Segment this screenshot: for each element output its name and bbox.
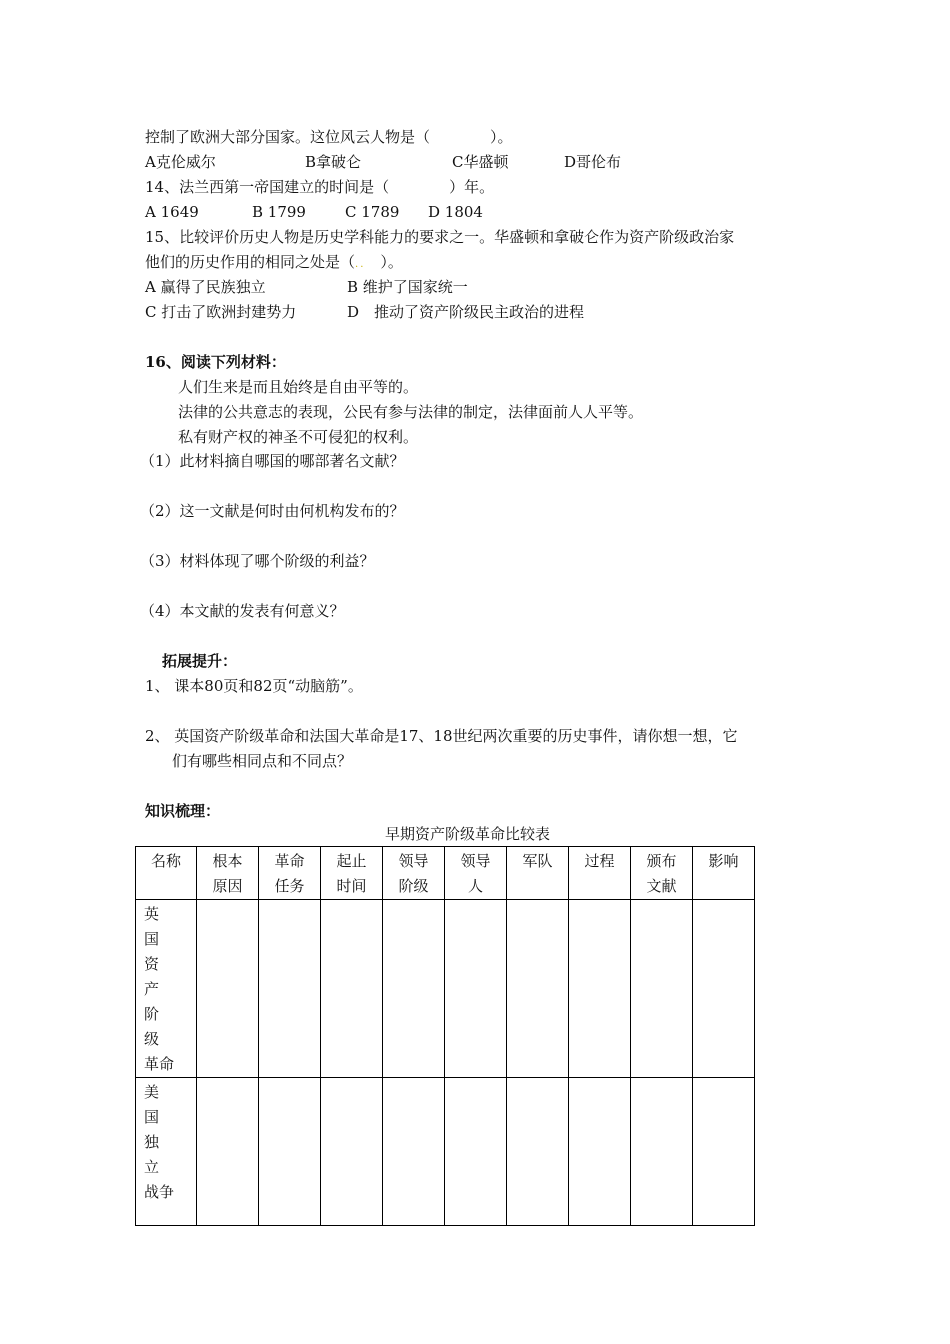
table-cell[interactable] xyxy=(631,900,693,1078)
q15-stem-line2 xyxy=(145,252,403,275)
extension-item-1: 1、 课本80页和82页“动脑筋”。 xyxy=(145,677,363,695)
q14-option-b: B 1799 xyxy=(252,203,306,221)
table-cell[interactable] xyxy=(445,1078,507,1226)
row-name-english-revolution: 英国 资产 阶级 革命 xyxy=(136,900,197,1078)
table-cell[interactable] xyxy=(383,1078,445,1226)
q16-question-1: （1）此材料摘自哪国的哪部著名文献？ xyxy=(140,452,405,470)
q16-material-2: 法律的公共意志的表现，公民有参与法律的制定，法律面前人人平等。 xyxy=(178,403,644,421)
table-cell[interactable] xyxy=(693,1078,755,1226)
q15-option-c: C 打击了欧洲封建势力 xyxy=(145,303,297,321)
q16-title: 16、阅读下列材料： xyxy=(145,353,286,371)
q15-option-b: B 维护了国家统一 xyxy=(347,278,468,296)
comparison-table xyxy=(135,846,755,1226)
q16-question-2: （2）这一文献是何时由何机构发布的？ xyxy=(140,502,405,520)
table-header-row xyxy=(136,847,755,900)
header-influence: 影响 xyxy=(693,847,755,900)
table-cell[interactable] xyxy=(507,900,569,1078)
header-task: 革命 任务 xyxy=(259,847,321,900)
q14-option-c: C 1789 xyxy=(345,203,400,221)
q15-stem-after: ）。 xyxy=(380,253,403,271)
header-document: 颁布 文献 xyxy=(631,847,693,900)
header-leader: 领导 人 xyxy=(445,847,507,900)
table-cell[interactable] xyxy=(321,900,383,1078)
q13-option-b: B拿破仑 xyxy=(305,153,362,171)
q14-option-d: D 1804 xyxy=(428,203,483,221)
row-name-american-independence: 美国 独立 战争 xyxy=(136,1078,197,1226)
table-cell[interactable] xyxy=(197,1078,259,1226)
table-caption: 早期资产阶级革命比较表 xyxy=(385,825,551,843)
table-cell[interactable] xyxy=(631,1078,693,1226)
extension-item-2-line1: 2、 英国资产阶级革命和法国大革命是17、18世纪两次重要的历史事件，请你想一想，它 xyxy=(145,727,738,745)
q16-material-3: 私有财产权的神圣不可侵犯的权利。 xyxy=(178,428,419,446)
q16-question-4: （4）本文献的发表有何意义？ xyxy=(140,602,345,620)
q14-stem: 14、法兰西第一帝国建立的时间是（ ）年。 xyxy=(145,178,495,196)
table-cell[interactable] xyxy=(259,900,321,1078)
table-cell[interactable] xyxy=(445,900,507,1078)
table-row xyxy=(136,900,755,1078)
q15-option-d: D 推动了资产阶级民主政治的进程 xyxy=(347,303,585,321)
q13-option-a: A克伦威尔 xyxy=(145,153,216,171)
header-name: 名称 xyxy=(136,847,197,900)
table-cell[interactable] xyxy=(197,900,259,1078)
table-cell[interactable] xyxy=(507,1078,569,1226)
q16-question-3: （3）材料体现了哪个阶级的利益？ xyxy=(140,552,375,570)
q14-option-a: A 1649 xyxy=(145,203,199,221)
header-army: 军队 xyxy=(507,847,569,900)
table-cell[interactable] xyxy=(321,1078,383,1226)
table-cell[interactable] xyxy=(259,1078,321,1226)
q13-stem: 控制了欧洲大部分国家。这位风云人物是（ ）。 xyxy=(145,128,513,146)
q15-stem-line1: 15、比较评价历史人物是历史学科能力的要求之一。华盛顿和拿破仑作为资产阶级政治家 xyxy=(145,228,735,246)
table-cell[interactable] xyxy=(693,900,755,1078)
q15-stem-before: 他们的历史作用的相同之处是（ xyxy=(145,253,356,271)
q13-option-c: C华盛顿 xyxy=(452,153,509,171)
header-process: 过程 xyxy=(569,847,631,900)
table-cell[interactable] xyxy=(383,900,445,1078)
extension-title: 拓展提升： xyxy=(162,652,238,670)
q16-material-1: 人们生来是而且始终是自由平等的。 xyxy=(178,378,419,396)
q15-option-a: A 赢得了民族独立 xyxy=(145,278,266,296)
table-row xyxy=(136,1078,755,1226)
extension-item-2-line2: 们有哪些相同点和不同点？ xyxy=(172,752,353,770)
q13-option-d: D哥伦布 xyxy=(564,153,622,171)
header-leading-class: 领导 阶级 xyxy=(383,847,445,900)
table-cell[interactable] xyxy=(569,900,631,1078)
header-period: 起止 时间 xyxy=(321,847,383,900)
header-root-cause: 根本 原因 xyxy=(197,847,259,900)
knowledge-title: 知识梳理： xyxy=(145,802,221,820)
q15-emphasis-dots: .. xyxy=(355,259,366,270)
table-cell[interactable] xyxy=(569,1078,631,1226)
